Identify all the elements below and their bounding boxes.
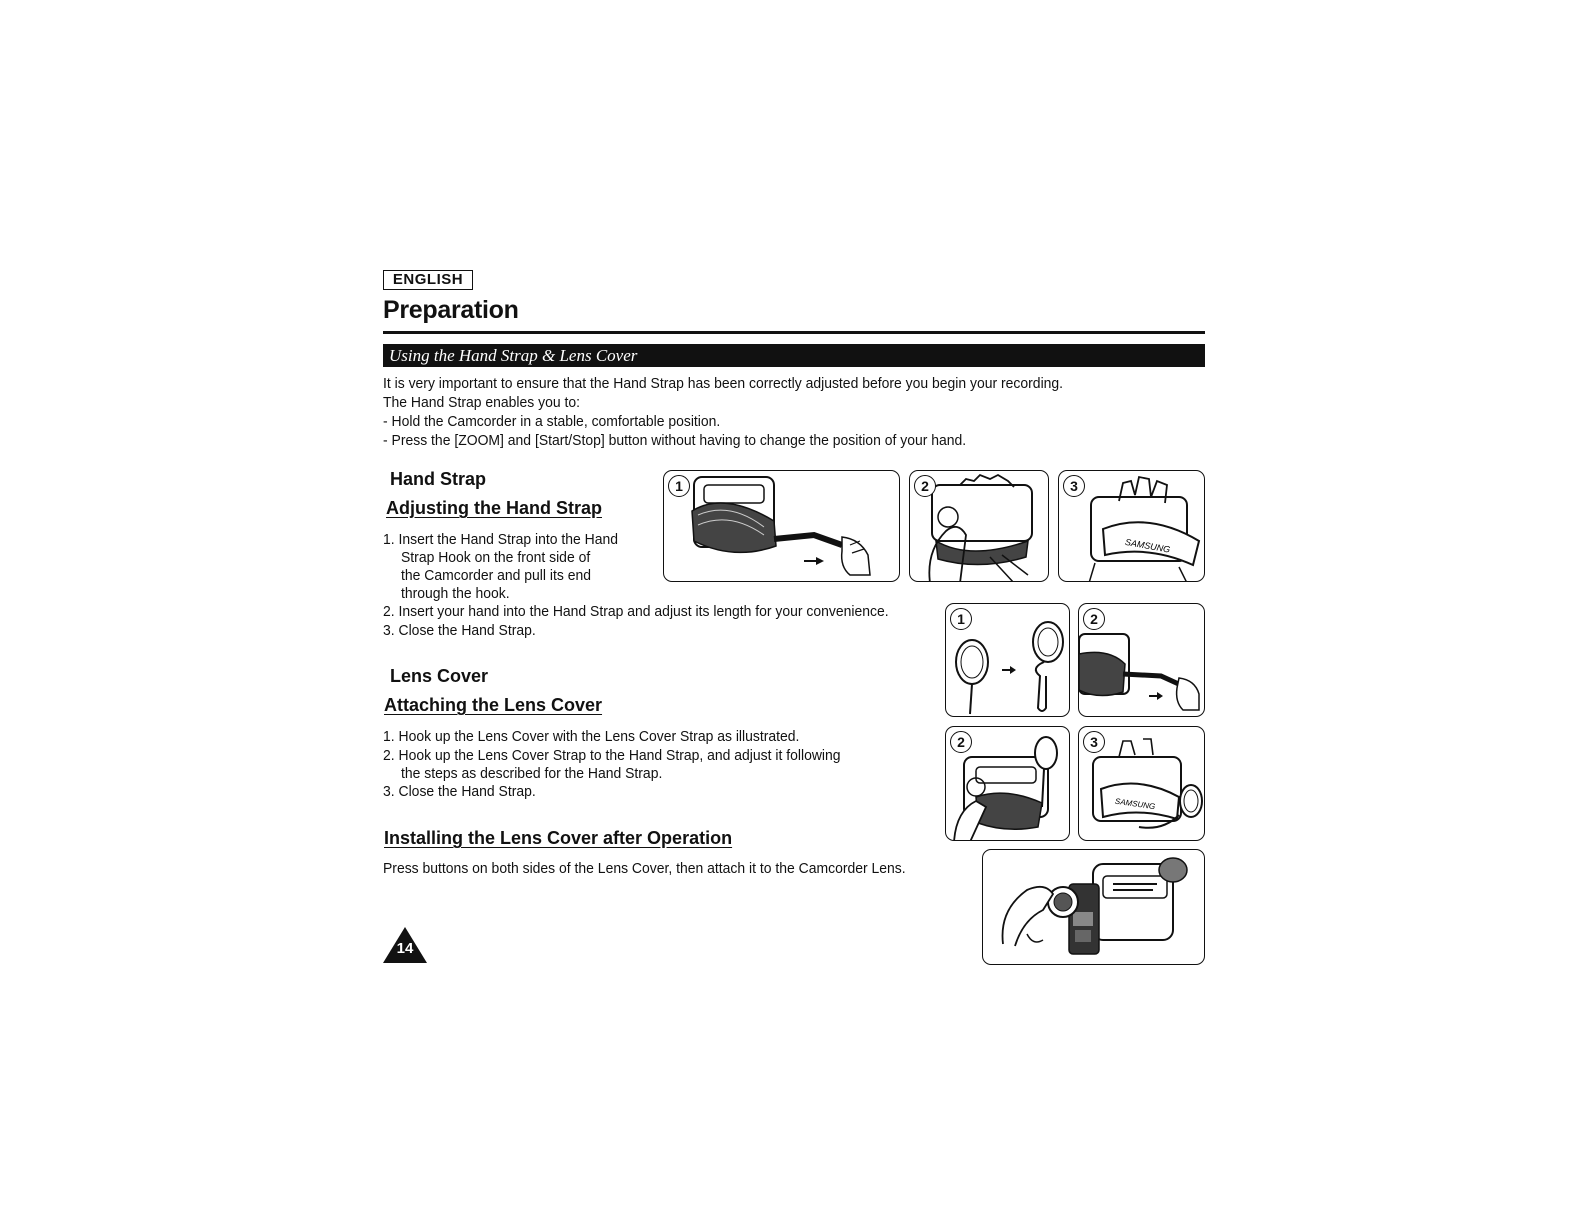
lens-cover-step-2a: 2. Hook up the Lens Cover Strap to the Hand Strap, and adjust it following: [383, 747, 841, 764]
title-divider: [383, 331, 1205, 334]
hand-strap-step-1a: 1. Insert the Hand Strap into the Hand: [383, 531, 618, 548]
figure-installing-lens-cover: [982, 849, 1205, 965]
strap-brand-text: SAMSUNG: [1124, 536, 1171, 555]
intro-bullet-1: - Hold the Camcorder in a stable, comfortable position.: [383, 413, 721, 430]
intro-bullet-2: - Press the [ZOOM] and [Start/Stop] button without having to change the position of your hand.: [383, 432, 967, 449]
lens-cover-step-1: 1. Hook up the Lens Cover with the Lens Cover Strap as illustrated.: [383, 728, 800, 745]
figure-hand-strap-step-2: [909, 470, 1049, 582]
hand-strap-step-1c: the Camcorder and pull its end: [401, 567, 591, 584]
lens-cover-step-3: 3. Close the Hand Strap.: [383, 783, 536, 800]
page-number-badge: [382, 925, 428, 965]
language-tag: ENGLISH: [383, 270, 473, 290]
intro-line-2: The Hand Strap enables you to:: [383, 394, 580, 411]
page-title: Preparation: [383, 296, 519, 324]
step-number-badge: 3: [1063, 475, 1085, 497]
hand-strap-step-1d: through the hook.: [401, 585, 510, 602]
figure-hand-strap-step-3: [1058, 470, 1205, 582]
section-header: [383, 344, 1205, 367]
hand-strap-step-3: 3. Close the Hand Strap.: [383, 622, 536, 639]
figure-lens-cover-step-3: [945, 726, 1070, 841]
camcorder-strap-illustration: [664, 471, 900, 582]
adjusting-hand-strap-heading: Adjusting the Hand Strap: [386, 498, 602, 518]
section-title: Using the Hand Strap & Lens Cover: [389, 346, 638, 365]
installing-lens-cover-heading: Installing the Lens Cover after Operation: [384, 828, 733, 848]
step-number-badge: 1: [950, 608, 972, 630]
installing-lens-cover-text: Press buttons on both sides of the Lens Cover, then attach it to the Camcorder Lens.: [383, 860, 906, 877]
intro-line-1: It is very important to ensure that the Hand Strap has been correctly adjusted before you begin your recording.: [383, 375, 1064, 392]
step-number-badge: 2: [914, 475, 936, 497]
strap-brand-text: SAMSUNG: [1114, 796, 1156, 812]
step-number-badge: 2: [1083, 608, 1105, 630]
lens-cover-step-2b: the steps as described for the Hand Strap.: [401, 765, 663, 782]
hand-strap-heading: Hand Strap: [390, 469, 487, 489]
step-number-badge: 3: [1083, 731, 1105, 753]
figure-hand-strap-step-1: [663, 470, 900, 582]
figure-lens-cover-step-2: [1078, 603, 1205, 717]
step-number-badge: 2: [950, 731, 972, 753]
hand-strap-step-1b: Strap Hook on the front side of: [401, 549, 591, 566]
hand-strap-step-2: 2. Insert your hand into the Hand Strap and adjust its length for your convenience.: [383, 603, 889, 620]
page-number: 14: [396, 940, 414, 957]
camcorder-lens-cap-illustration: [983, 850, 1205, 965]
step-number-badge: 1: [668, 475, 690, 497]
figure-lens-cover-step-1: [945, 603, 1070, 717]
figure-lens-cover-step-4: [1078, 726, 1205, 841]
lens-cover-heading: Lens Cover: [390, 666, 489, 686]
attaching-lens-cover-heading: Attaching the Lens Cover: [384, 695, 603, 715]
